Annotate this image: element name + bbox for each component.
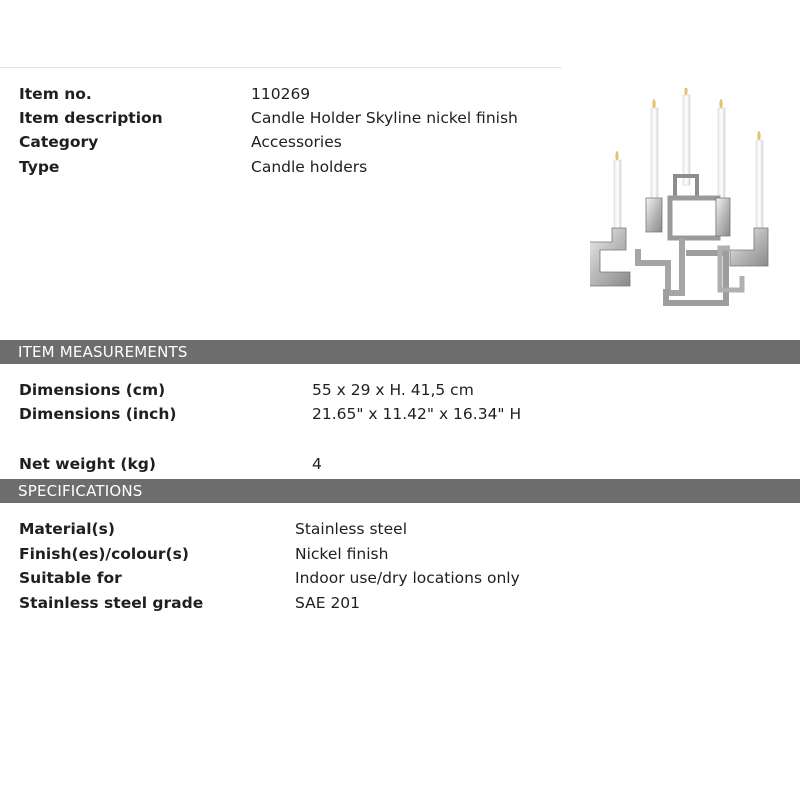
steel-grade-label: Stainless steel grade [19,594,204,612]
item-description-value: Candle Holder Skyline nickel finish [251,109,518,127]
net-weight-value: 4 [312,455,322,473]
dimensions-inch-label: Dimensions (inch) [19,405,177,423]
suitable-for-value: Indoor use/dry locations only [295,569,520,587]
type-label: Type [19,158,60,176]
materials-label: Material(s) [19,520,115,538]
item-measurements-header: ITEM MEASUREMENTS [0,340,800,364]
steel-grade-value: SAE 201 [295,594,361,612]
dimensions-inch-value: 21.65" x 11.42" x 16.34" H [312,405,522,423]
dimensions-cm-value: 55 x 29 x H. 41,5 cm [312,381,474,399]
category-value: Accessories [251,133,342,151]
net-weight-label: Net weight (kg) [19,455,156,473]
item-no-label: Item no. [19,85,92,103]
dimensions-cm-label: Dimensions (cm) [19,381,166,399]
suitable-for-label: Suitable for [19,569,122,587]
category-label: Category [19,133,99,151]
top-divider [0,67,562,68]
specifications-header: SPECIFICATIONS [0,479,800,503]
finish-label: Finish(es)/colour(s) [19,545,189,563]
item-description-label: Item description [19,109,163,127]
candle-holder-image [590,88,780,314]
materials-value: Stainless steel [295,520,407,538]
finish-value: Nickel finish [295,545,389,563]
item-no-value: 110269 [251,85,311,103]
type-value: Candle holders [251,158,368,176]
